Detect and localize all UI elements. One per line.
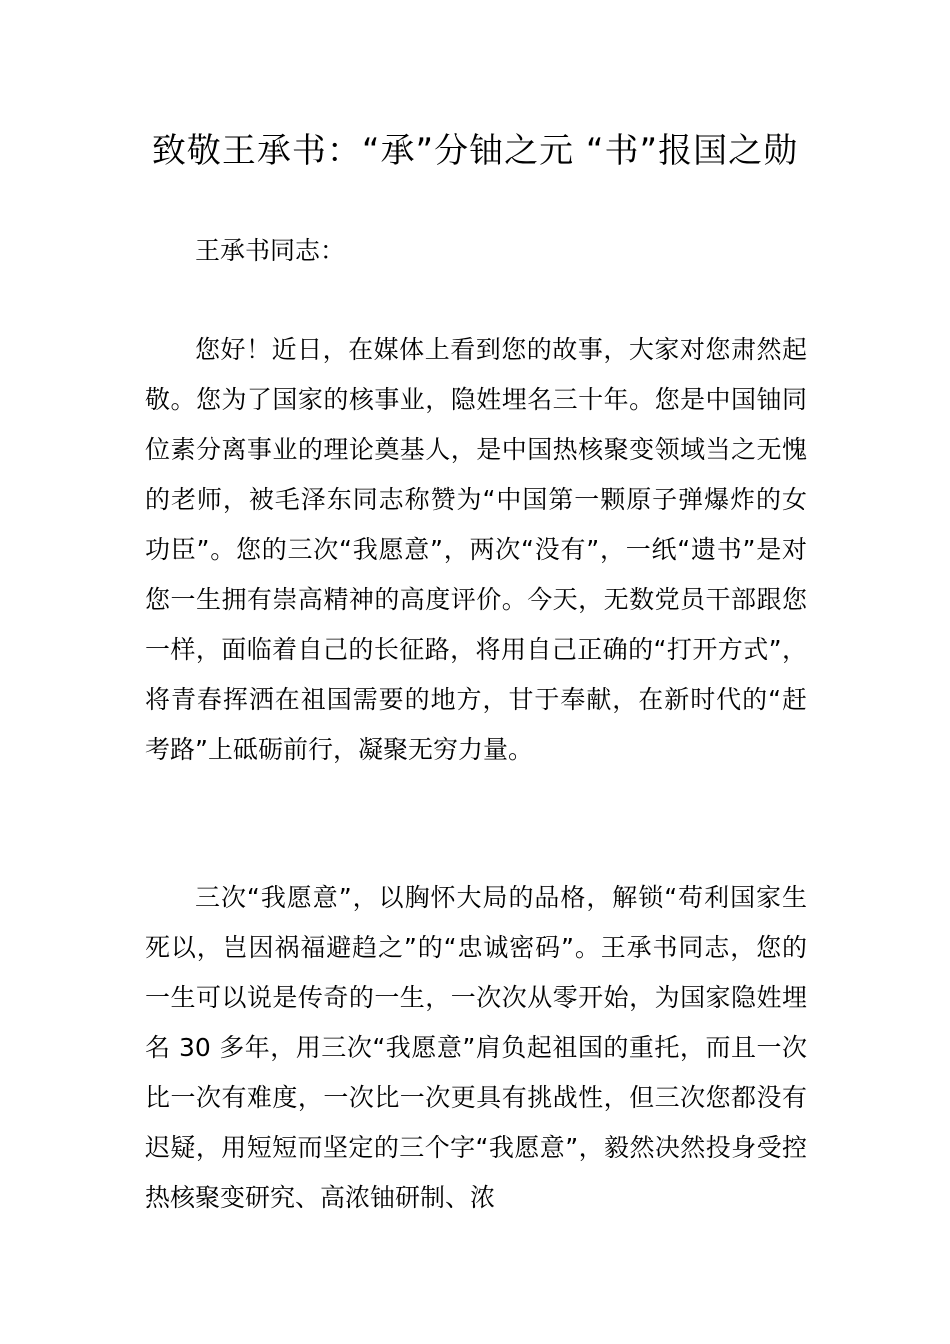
salutation: 王承书同志： <box>195 236 346 265</box>
paragraph-2: 三次“我愿意”，以胸怀大局的品格，解锁“苟利国家生死以，岂因祸福避趋之”的“忠诚密码”。王承书同志，您的一生可以说是传奇的一生，一次次从零开始，为国家隐姓埋名 30 多年，用三次“我愿意”肩负起祖国的重托，而且一次比一次有难度，一次比一次更具有挑战性，但三次您都没有迟疑，用短短而坚定的三个字“我愿意”，毅然决然投身受控热核聚变研究、高浓铀研制、浓 <box>145 883 807 1212</box>
document-title: 致敬王承书：“承”分铀之元 “书”报国之勋 <box>151 131 799 171</box>
paragraph-1: 您好！近日，在媒体上看到您的故事，大家对您肃然起敬。您为了国家的核事业，隐姓埋名三十年。您是中国铀同位素分离事业的理论奠基人，是中国热核聚变领域当之无愧的老师，被毛泽东同志称赞为“中国第一颗原子弹爆炸的女功臣”。您的三次“我愿意”，两次“没有”，一纸“遗书”是对您一生拥有崇高精神的高度评价。今天，无数党员干部跟您一样，面临着自己的长征路，将用自己正确的“打开方式”，将青春挥洒在祖国需要的地方，甘于奉献，在新时代的“赶考路”上砥砺前行，凝聚无穷力量。 <box>145 335 807 764</box>
